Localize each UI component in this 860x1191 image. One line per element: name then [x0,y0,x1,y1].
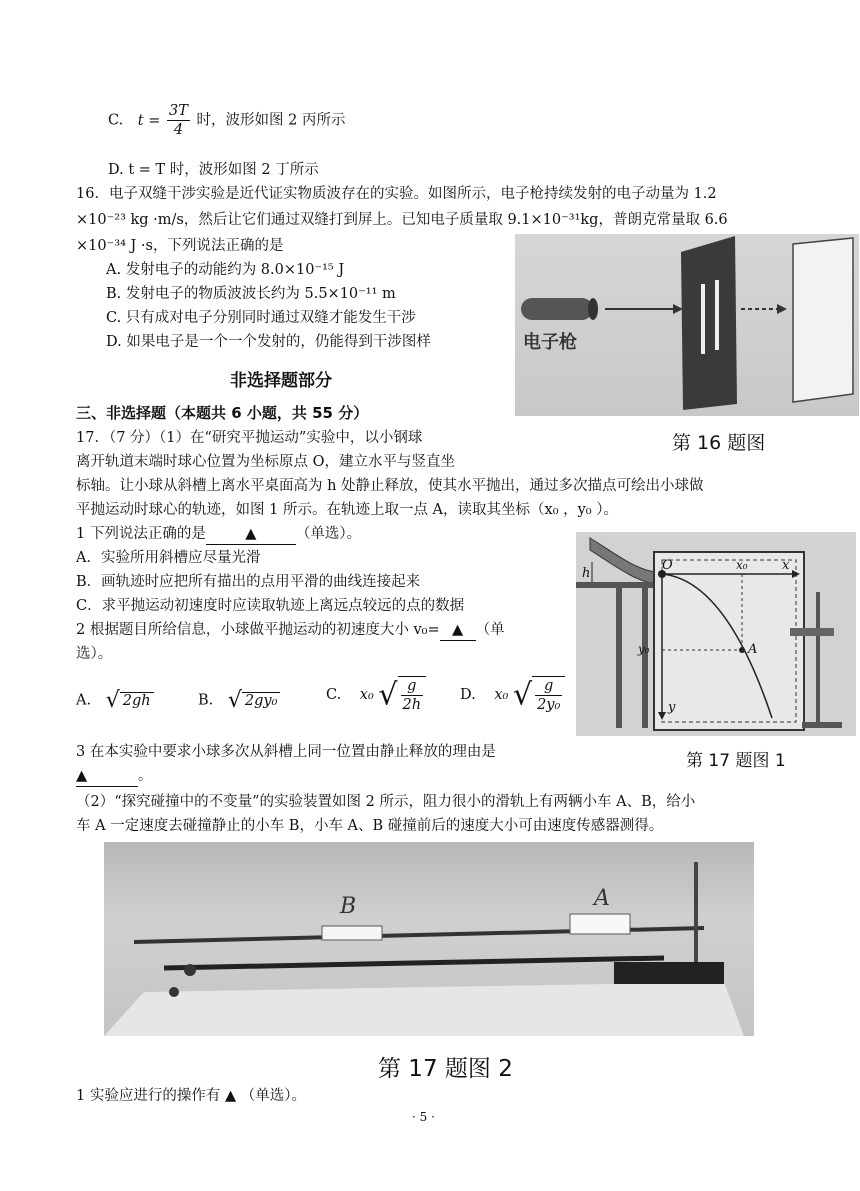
option-label: B. [198,692,214,709]
q16-option-b: B. 发射电子的物质波波长约为 5.5×10⁻¹¹ m [106,286,396,302]
coefficient: x₀ [494,687,509,703]
q17-sub1-option-b: B．画轨迹时应把所有描出的点用平滑的曲线连接起来 [76,574,421,590]
q17-figure-2-photo [104,842,754,1036]
point-a-label: A [748,642,758,657]
answer-blank: ▲ [76,766,138,787]
q16-option-c: C. 只有成对电子分别同时通过双缝才能发生干涉 [106,310,416,326]
q17-part2-line-2: 车 A 一定速度去碰撞静止的小车 B，小车 A、B 碰撞前后的速度大小可由速度传感器测得。 [76,818,664,834]
q17-sub2-option-d [460,676,565,714]
x-axis-label: x [782,558,790,573]
q17-line-1: 17．（7 分）（1）在“研究平抛运动”实验中，以小钢球 [76,430,423,446]
origin-label: O [662,558,673,573]
cart-a-label: A [594,886,610,911]
q16-figure-photo [515,234,859,416]
q17-figure-2-caption: 第 17 题图 2 [378,1056,513,1082]
q17-figure-1-photo [576,532,856,736]
fraction-denominator: 4 [173,122,184,138]
fraction [535,677,562,714]
question-suffix: （单选）。 [295,526,362,542]
q17-line-3: 标轴。让小球从斜槽上离水平桌面高为 h 处静止释放，使其水平抛出，通过多次描点可绘出小球做 [76,478,704,494]
fraction-3t-4 [167,102,190,139]
option-label: C. [326,687,342,703]
q16-figure-caption: 第 16 题图 [672,432,766,454]
q17-sub2-option-b [198,688,280,713]
section-heading: 三、非选择题（本题共 6 小题，共 55 分） [76,404,369,422]
answer-marker: ▲ [224,1088,237,1104]
question-text: 1 实验应进行的操作有 [76,1088,221,1104]
electron-gun-label: 电子枪 [523,332,577,353]
option-label: A. [76,692,92,709]
sqrt-expression: √ 2gy₀ [228,688,281,713]
q16-option-d: D. 如果电子是一个一个发射的，仍能得到干涉图样 [106,334,431,350]
section-title: 非选择题部分 [230,371,332,391]
cart-b-label: B [340,894,357,919]
fraction-numerator: 3T [169,103,188,119]
q17-sub2-suffix: 选）。 [76,646,113,662]
collision-track-illustration [104,842,754,1036]
fraction-denominator: 2h [402,697,422,713]
fraction-numerator: g [401,677,424,696]
q17-line-4: 平抛运动时球心的轨迹，如图 1 所示。在轨迹上取一点 A，读取其坐标（x₀ ，y₀ ）。 [76,502,618,518]
sqrt-expression: √ $\frac{g}{\text{2y₀}}$ [513,676,565,714]
answer-blank: ▲ [440,620,476,641]
math-t: t = [137,112,161,129]
option-label: D. [460,687,476,703]
radicand: 2gh [120,692,154,709]
y0-label: y₀ [638,642,650,656]
q17-figure-1-caption: 第 17 题图 1 [686,751,786,771]
q17-sub2-question [76,620,505,641]
q15-option-c [108,102,345,139]
q17-line-2: 离开轨道末端时球心位置为坐标原点 O，建立水平与竖直坐 [76,454,455,470]
q16-line-1: 16．电子双缝干涉实验是近代证实物质波存在的实验。如图所示，电子枪持续发射的电子动量为 1.2 [76,186,717,202]
radicand: 2gy₀ [242,692,281,709]
coefficient: x₀ [359,687,374,703]
fraction-denominator: 2y₀ [537,697,561,713]
page-number: · 5 · [412,1110,435,1124]
q17-sub3-answer [76,766,153,787]
q17-sub2-option-c [326,676,426,714]
question-text: 1 下列说法正确的是 [76,526,206,542]
sqrt-expression: √ $\frac{g}{2h}$ [378,676,426,714]
q16-line-2: ×10⁻²³ kg ·m/s，然后让它们通过双缝打到屏上。已知电子质量取 9.1×10⁻³¹kg，普朗克常量取 6.6 [76,212,728,228]
answer-blank: ▲ [206,524,296,545]
sqrt-expression: √ 2gh [106,688,154,713]
period: 。 [138,768,153,784]
q17-sub1-option-a: A．实验所用斜槽应尽量光滑 [76,550,261,566]
h-label: h [582,566,591,581]
fraction [401,677,424,714]
projectile-apparatus-illustration [576,532,856,736]
q15-option-d: D. t = T 时，波形如图 2 丁所示 [108,162,319,178]
option-label: C. [108,112,124,129]
fraction-numerator: g [535,677,562,696]
q17-sub1-option-c: C．求平抛运动初速度时应读取轨迹上离远点较远的点的数据 [76,598,465,614]
question-suffix: （单 [475,622,505,638]
question-suffix: （单选）。 [240,1088,306,1104]
q17-sub3-question: 3 在本实验中要求小球多次从斜槽上同一位置由静止释放的理由是 [76,744,496,760]
q17-part2-sub1 [76,1086,306,1106]
x0-label: x₀ [736,558,748,572]
q16-line-3: ×10⁻³⁴ J ·s，下列说法正确的是 [76,238,284,254]
y-axis-label: y [668,700,676,715]
q16-option-a: A. 发射电子的动能约为 8.0×10⁻¹⁵ J [106,262,345,278]
q17-part2-line-1: （2）“探究碰撞中的不变量”的实验装置如图 2 所示，阻力很小的滑轨上有两辆小车 A、B，给小 [76,794,696,810]
option-text: 时，波形如图 2 丙所示 [196,112,346,129]
double-slit-apparatus-illustration [515,234,859,416]
question-text: 2 根据题目所给信息，小球做平抛运动的初速度大小 v₀= [76,622,440,638]
q17-sub2-option-a [76,688,154,713]
q17-sub1-question [76,524,361,545]
